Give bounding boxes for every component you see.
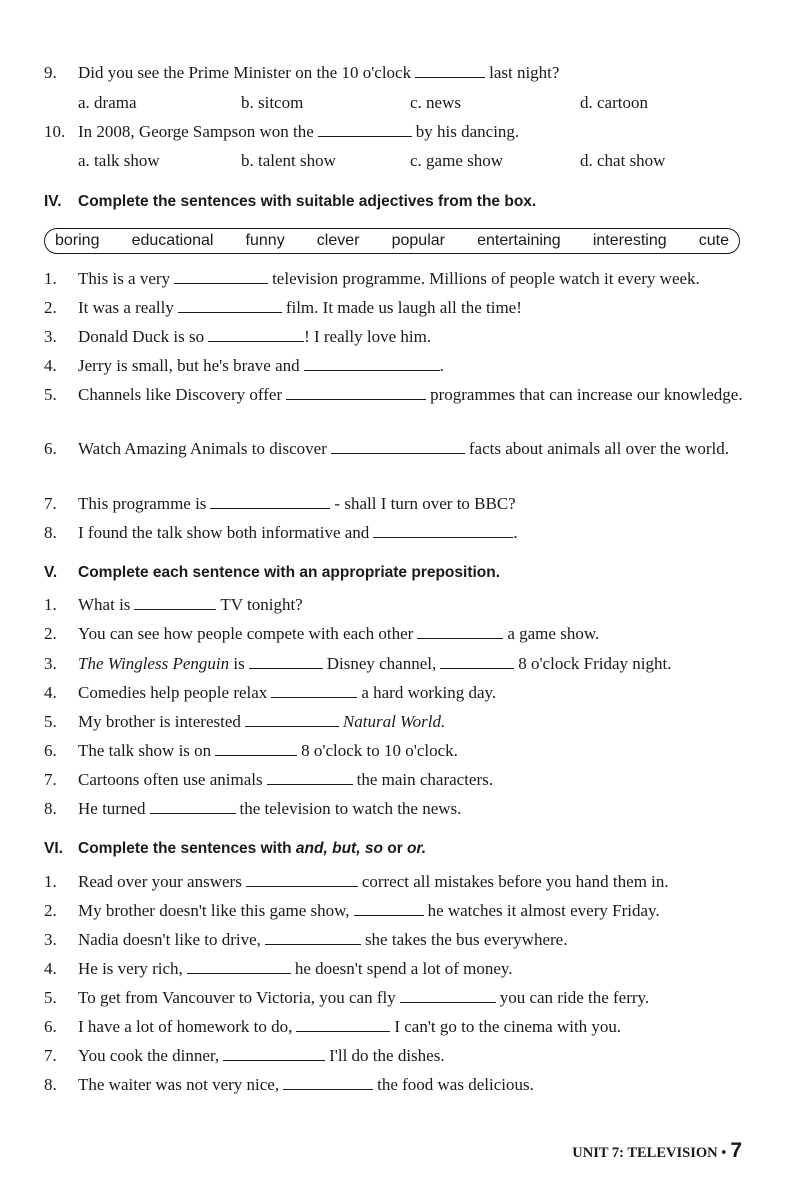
s6-item-8: 8. The waiter was not very nice, the food was delicious. — [44, 1075, 534, 1094]
answer-blank[interactable] — [215, 740, 297, 756]
option[interactable]: c. game show — [410, 151, 504, 170]
s5-item-8: 8. He turned the television to watch the news. — [44, 799, 462, 818]
answer-blank[interactable] — [208, 326, 304, 342]
s5-item-4: 4. Comedies help people relax a hard working day. — [44, 683, 497, 702]
answer-blank[interactable] — [210, 493, 330, 509]
s5-item-2: 2. You can see how people compete with each other a game show. — [44, 624, 600, 643]
answer-blank[interactable] — [296, 1016, 390, 1032]
option[interactable]: c. news — [410, 93, 461, 112]
option[interactable]: a. drama — [78, 93, 137, 112]
answer-blank[interactable] — [187, 958, 291, 974]
s6-item-6: 6. I have a lot of homework to do, I can't go to the cinema with you. — [44, 1017, 622, 1036]
answer-blank[interactable] — [331, 438, 465, 454]
s6-item-5: 5. To get from Vancouver to Victoria, you can fly you can ride the ferry. — [44, 988, 650, 1007]
s6-item-4: 4. He is very rich, he doesn't spend a lot of money. — [44, 959, 513, 978]
section-5-heading: V. Complete each sentence with an appropriate preposition. — [44, 564, 501, 581]
footer-unit-label: UNIT 7: TELEVISION • — [572, 1145, 727, 1161]
answer-blank[interactable] — [318, 121, 412, 137]
answer-blank[interactable] — [245, 711, 339, 727]
s6-item-7: 7. You cook the dinner, I'll do the dishes. — [44, 1046, 445, 1065]
answer-blank[interactable] — [440, 653, 514, 669]
box-word: educational — [131, 232, 214, 249]
s6-item-1: 1. Read over your answers correct all mistakes before you hand them in. — [44, 872, 669, 891]
s4-item-8: 8. I found the talk show both informative and . — [44, 523, 518, 542]
s6-item-2: 2. My brother doesn't like this game show, he watches it almost every Friday. — [44, 901, 660, 920]
section-4-heading: IV. Complete the sentences with suitable adjectives from the box. — [44, 193, 537, 210]
page-footer — [572, 1139, 742, 1163]
box-word: cute — [698, 232, 729, 249]
s5-item-6: 6. The talk show is on 8 o'clock to 10 o'clock. — [44, 741, 458, 760]
option[interactable]: a. talk show — [78, 151, 160, 170]
answer-blank[interactable] — [267, 769, 353, 785]
s5-item-1: 1. What is TV tonight? — [44, 595, 303, 614]
s5-item-7: 7. Cartoons often use animals the main characters. — [44, 770, 494, 789]
answer-blank[interactable] — [223, 1045, 325, 1061]
answer-blank[interactable] — [271, 682, 357, 698]
box-word: boring — [55, 232, 100, 249]
answer-blank[interactable] — [134, 594, 216, 610]
box-word: clever — [316, 232, 360, 249]
s4-item-3: 3. Donald Duck is so ! I really love him. — [44, 327, 432, 346]
s5-item-3: 3. The Wingless Penguin is Disney channel, 8 o'clock Friday night. — [44, 654, 672, 673]
s4-item-7: 7. This programme is - shall I turn over to BBC? — [44, 494, 516, 513]
section-6-heading: VI. Complete the sentences with and, but, so or or. — [44, 840, 426, 857]
answer-blank[interactable] — [415, 62, 485, 78]
answer-blank[interactable] — [174, 268, 268, 284]
option[interactable]: d. cartoon — [580, 93, 648, 112]
s5-item-5: 5. My brother is interested Natural World. — [44, 712, 446, 731]
s6-item-3: 3. Nadia doesn't like to drive, she takes the bus everywhere. — [44, 930, 568, 949]
s4-item-1: 1. This is a very television programme. Millions of people watch it every week. — [44, 269, 700, 288]
answer-blank[interactable] — [417, 623, 503, 639]
s4-item-2: 2. It was a really film. It made us laugh all the time! — [44, 298, 522, 317]
answer-blank[interactable] — [354, 900, 424, 916]
word-box — [44, 228, 740, 254]
s4-item-5: 5. Channels like Discovery offer programmes that can increase our knowledge. — [44, 385, 743, 404]
answer-blank[interactable] — [286, 384, 426, 400]
answer-blank[interactable] — [246, 871, 358, 887]
answer-blank[interactable] — [283, 1074, 373, 1090]
option[interactable]: b. talent show — [241, 151, 336, 170]
box-word: entertaining — [477, 232, 561, 249]
answer-blank[interactable] — [265, 929, 361, 945]
question-9: 9. Did you see the Prime Minister on the 10 o'clock last night? — [44, 63, 560, 82]
s4-item-6: 6. Watch Amazing Animals to discover facts about animals all over the world. — [44, 439, 729, 458]
answer-blank[interactable] — [373, 522, 513, 538]
answer-blank[interactable] — [249, 653, 323, 669]
box-word: popular — [391, 232, 445, 249]
box-word: interesting — [592, 232, 667, 249]
answer-blank[interactable] — [304, 355, 440, 371]
answer-blank[interactable] — [150, 798, 236, 814]
option[interactable]: b. sitcom — [241, 93, 304, 112]
box-word: funny — [245, 232, 285, 249]
question-10: 10. In 2008, George Sampson won the by his dancing. — [44, 122, 520, 141]
answer-blank[interactable] — [178, 297, 282, 313]
page-number: 7 — [730, 1139, 742, 1162]
option[interactable]: d. chat show — [580, 151, 666, 170]
s4-item-4: 4. Jerry is small, but he's brave and . — [44, 356, 444, 375]
answer-blank[interactable] — [400, 987, 496, 1003]
